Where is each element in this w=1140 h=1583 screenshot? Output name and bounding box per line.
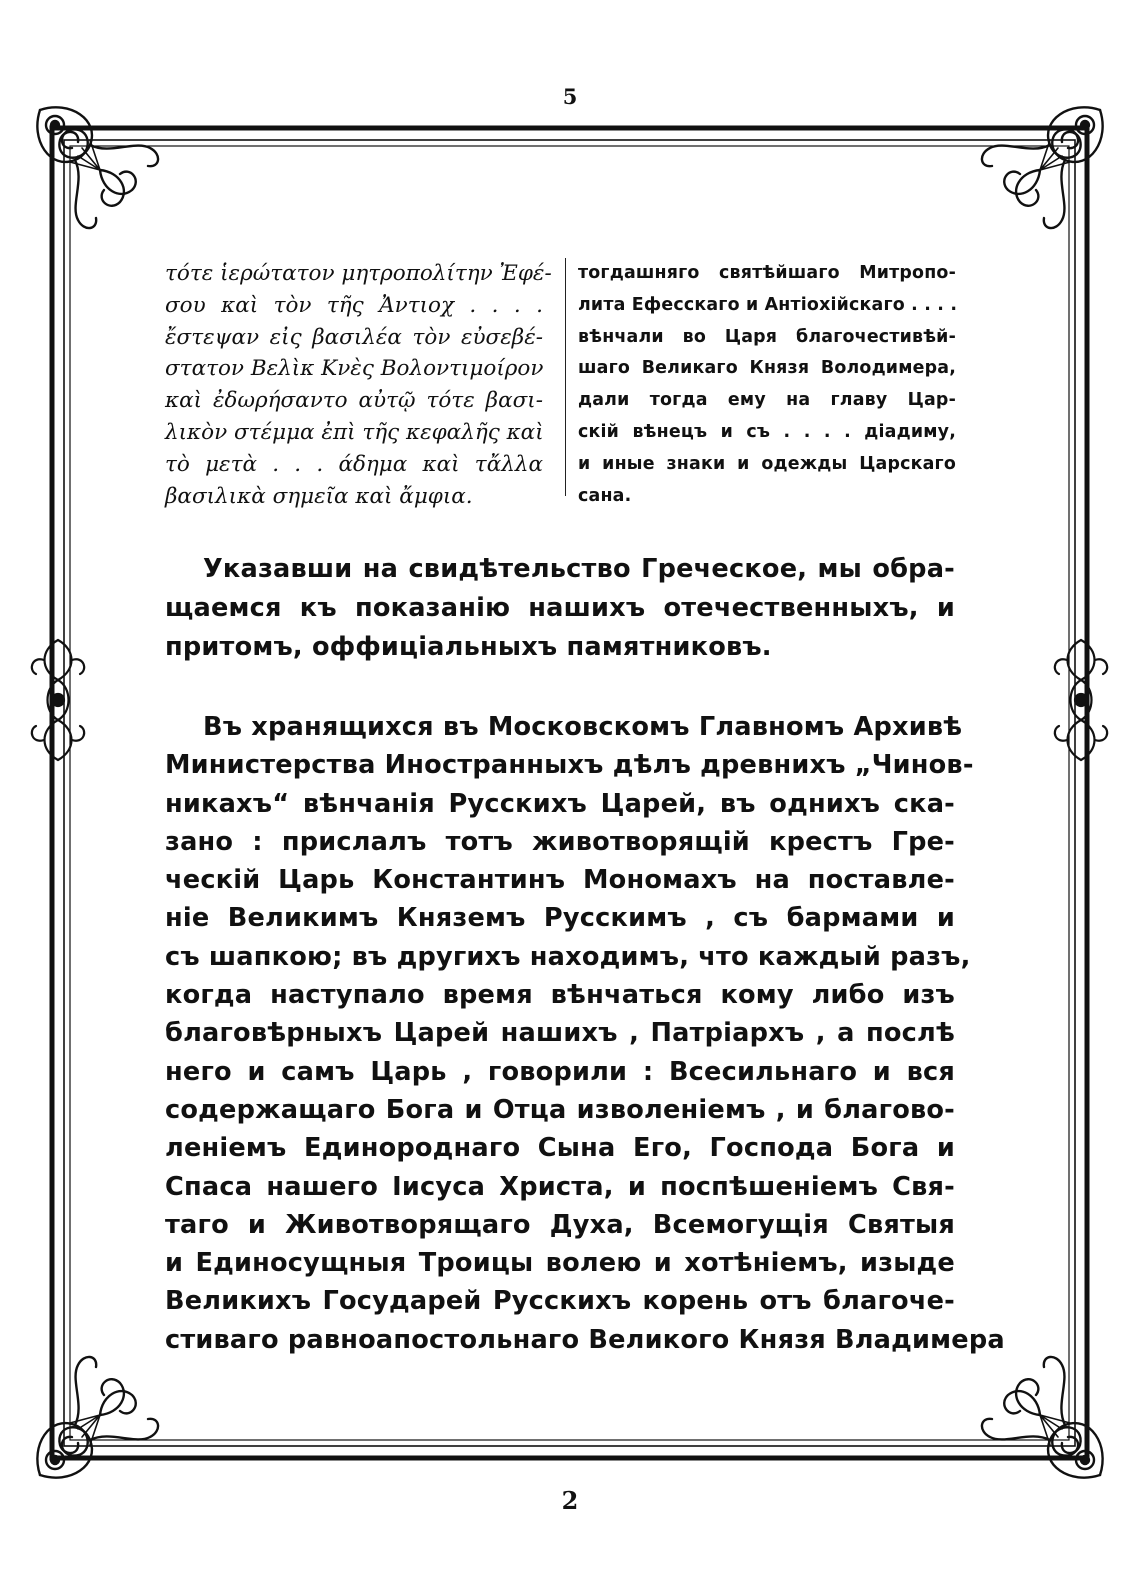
russian-line: и иные знаки и одежды Царскаго (578, 453, 956, 474)
greek-line: τότε ἱερώτατον μητροπολίτην Ἐφέ- (165, 261, 552, 286)
paragraph-line: благовѣрныхъ Царей нашихъ , Патріархъ , а послѣ (165, 1018, 955, 1049)
paragraph-line: содержащаго Бога и Отца изволеніемъ , и благово- (165, 1094, 955, 1125)
greek-line: σου καὶ τὸν τῆς Ἀντιοχ . . . . (165, 292, 543, 318)
column-divider (565, 258, 566, 496)
paragraph-line: никахъ“ вѣнчанія Русскихъ Царей, въ однихъ ска- (165, 788, 955, 819)
russian-line: вѣнчали во Царя благочестивѣй- (578, 326, 956, 347)
paragraph-greek-testimony (165, 550, 955, 667)
russian-line: шаго Великаго Князя Володимера, (578, 358, 956, 379)
greek-line: τὸ μετὰ . . . άδημα καὶ τἄλλα (165, 451, 543, 477)
paragraph-line: ніе Великимъ Княземъ Русскимъ , съ бармами и (165, 903, 955, 934)
greek-line: στατον Βελὶκ Κνὲς Βολοντιμοίρον (165, 356, 544, 382)
paragraph-line: стиваго равноапостольнаго Великого Князя Владимера (165, 1324, 1005, 1355)
page-number-bottom: 2 (561, 1486, 579, 1515)
paragraph-line: таго и Животворящаго Духа, Всемогущія Святыя (165, 1209, 955, 1240)
russian-line: дали тогда ему на главу Цар- (578, 390, 956, 411)
paragraph-line: Великихъ Государей Русскихъ корень отъ благоче- (165, 1286, 955, 1317)
paragraph-line: и Единосущныя Троицы волею и хотѣніемъ, изыде (165, 1248, 955, 1279)
greek-line: ἔστεψαν εἰς βασιλέα τὸν εὐσεβέ- (165, 324, 543, 350)
greek-line: βασιλικὰ σημεῖα καὶ ἄμφια. (165, 483, 473, 509)
paragraph-line: Въ хранящихся въ Московскомъ Главномъ Архивѣ (203, 712, 963, 742)
paragraph-archive (165, 708, 1005, 1359)
paragraph-line: Министерства Иностранныхъ дѣлъ древнихъ „Чинов- (165, 750, 974, 781)
paragraph-line: съ шапкою; въ другихъ находимъ, что каждый разъ, (165, 941, 971, 972)
paragraph-line: зано : прислалъ тотъ животворящій крестъ Гре- (165, 826, 955, 857)
page-number-top: 5 (562, 84, 578, 109)
greek-line: καὶ ἐδωρήσαντο αὐτῷ τότε βασι- (165, 388, 543, 414)
paragraph-line: ческій Царь Константинъ Мономахъ на поставле- (165, 865, 955, 896)
paragraph-line: щаемся къ показанію нашихъ отечественныхъ, и (165, 593, 955, 623)
paragraph-line: притомъ, оффиціальныхъ памятниковъ. (165, 632, 772, 662)
russian-line: сана. (578, 485, 632, 506)
russian-line: скій вѣнецъ и съ . . . . діадиму, (578, 421, 956, 442)
russian-line: тогдашняго святѣйшаго Митропо- (578, 263, 956, 283)
paragraph-line: Указавши на свидѣтельство Греческое, мы обра- (203, 554, 955, 584)
russian-column (578, 258, 956, 512)
russian-line: лита Ефесскаго и Антіохійскаго . . . . (578, 294, 958, 315)
greek-line: λικὸν στέμμα ἐπὶ τῆς κεφαλῆς καὶ (165, 419, 544, 445)
paragraph-line: когда наступало время вѣнчаться кому либо изъ (165, 980, 955, 1011)
paragraph-line: него и самъ Царь , говорили : Всесильнаго и вся (165, 1056, 955, 1087)
paragraph-line: леніемъ Единороднаго Сына Его, Господа Бога и (165, 1133, 955, 1164)
greek-column (165, 258, 552, 512)
paragraph-line: Спаса нашего Іисуса Христа, и поспѣшеніемъ Свя- (165, 1171, 955, 1202)
